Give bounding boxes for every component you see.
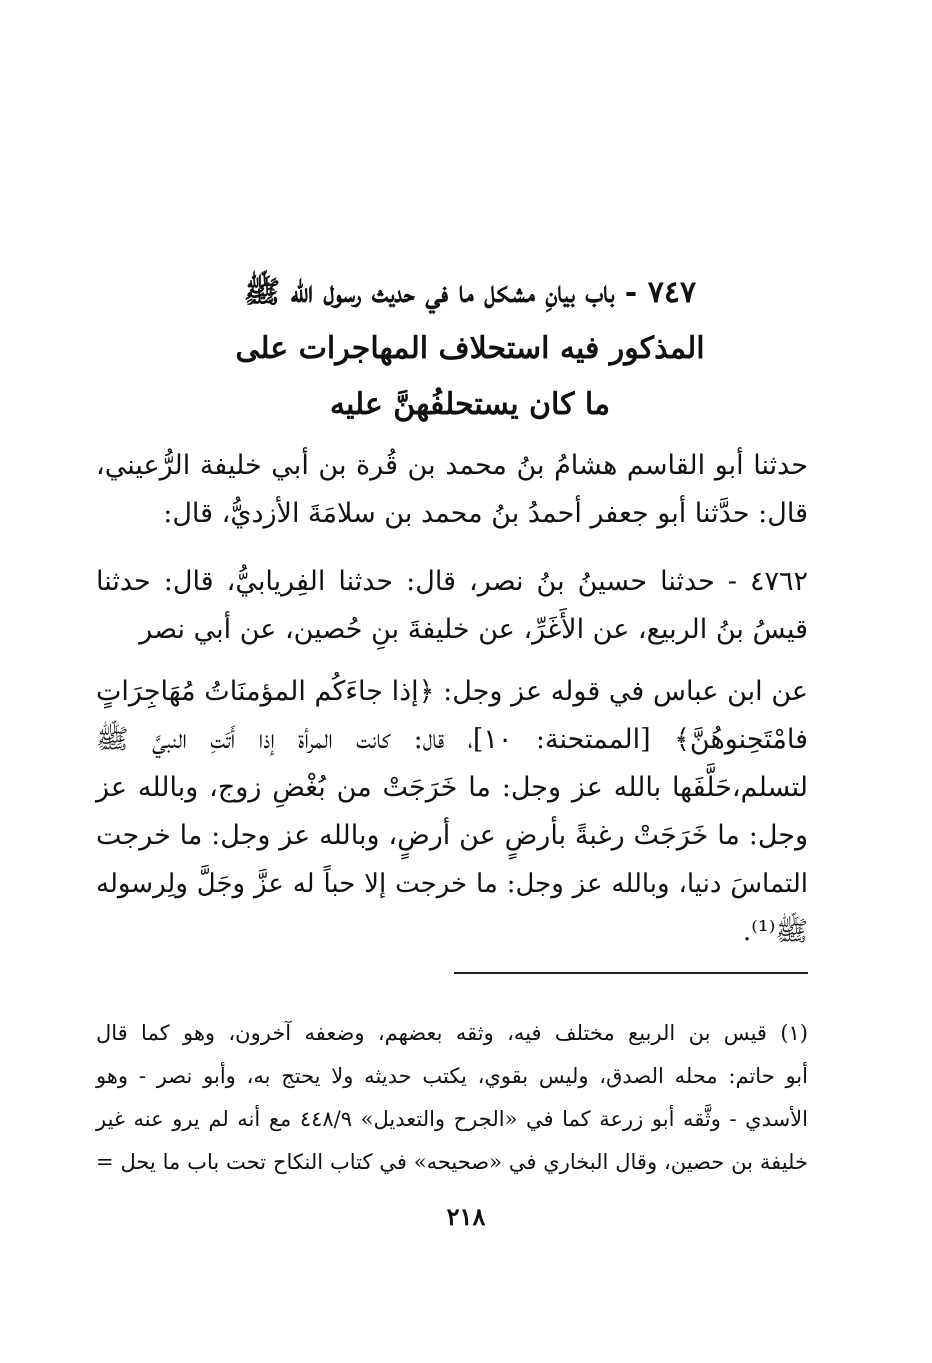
footnote-line: أبو حاتم: محله الصدق، وليس بقوي، يكتب حديثه ولا يحتج به، وأبو نصر - وهو xyxy=(96,1064,808,1088)
isnad-paragraph xyxy=(96,442,808,538)
hadith-chain-line: ٤٧٦٢ - حدثنا حسينُ بنُ نصر، قال: حدثنا الفِريابيُّ، قال: حدثنا xyxy=(96,566,808,597)
page-number: ٢١٨ xyxy=(446,1202,486,1231)
isnad-line: حدثنا أبو القاسم هشامُ بنُ محمد بن قُرة بن أبي خليفة الرُّعيني، xyxy=(96,450,808,481)
hadith-text-line: وجل: ما خَرَجَتْ رغبةً بأرضٍ عن أرضٍ، وبالله عز وجل: ما خرجت xyxy=(96,820,808,851)
hadith-text-line: لتسلم،حَلَّفَها بالله عز وجل: ما خَرَجَتْ من بُغْضِ زوج، وبالله عز xyxy=(96,772,808,803)
hadith-text-line: عن ابن عباس في قوله عز وجل: ﴿إذا جاءَكُم المؤمنَاتُ مُهَاجِرَاتٍ xyxy=(96,676,808,707)
footnote-line: الأسدي - وثَّقه أبو زرعة كما في «الجرح والتعديل» ٤٤٨/٩ مع أنه لم يرو عنه غير xyxy=(96,1107,808,1131)
hadith-text-line: التماسَ دنيا، وبالله عز وجل: ما خرجت إلا حباً له عزَّ وجَلَّ ولِرسوله xyxy=(96,869,808,899)
isnad-line: قال: حدَّثنا أبو جعفر أحمدُ بنُ محمد بن سلامَةَ الأزديُّ، قال: xyxy=(163,498,808,529)
footnote-divider xyxy=(454,972,808,974)
chapter-title-line: المذكور فيه استحلاف المهاجرات على xyxy=(235,331,705,366)
hadith-text-line: فامْتَحِنوهُنَّ﴾ [الممتحنة: ١٠]، قال: كانت المرأة إذا أَتَتِ النبيَّ ﷺ xyxy=(96,724,808,755)
footnote-line: (١) قيس بن الربيع مختلف فيه، وثقه بعضهم، وضعفه آخرون، وهو كما قال xyxy=(96,1021,808,1045)
hadith-text-paragraph xyxy=(96,668,808,956)
hadith-chain-line: قيسُ بنُ الربيع، عن الأَغَرِّ، عن خليفةَ بنِ حُصين، عن أبي نصر xyxy=(139,614,808,645)
chapter-title-line: ٧٤٧ - باب بيانِ مشكل ما في حديث رسول الله ﷺ xyxy=(243,275,697,310)
footnote xyxy=(96,1012,808,1184)
hadith-text-line: ﷺ⁽¹⁾. xyxy=(742,916,808,947)
chapter-title-line: ما كان يستحلفُهنَّ عليه xyxy=(329,387,611,422)
footnote-line: خليفة بن حصين، وقال البخاري في «صحيحه» في كتاب النكاح تحت باب ما يحل = xyxy=(96,1150,808,1174)
hadith-chain-paragraph xyxy=(96,558,808,654)
chapter-title xyxy=(100,265,840,433)
